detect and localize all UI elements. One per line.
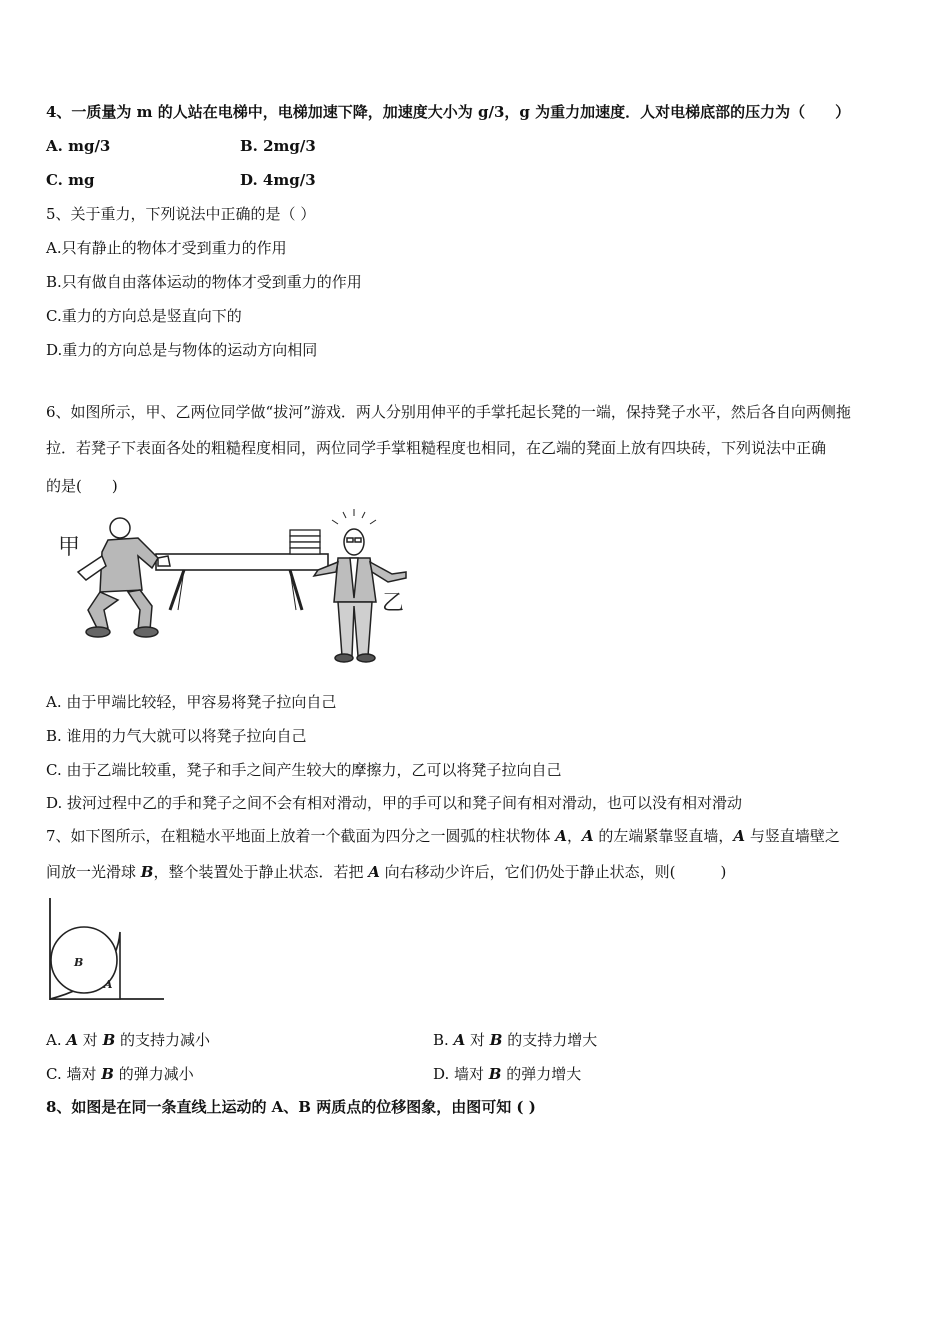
bricks-shape: [290, 530, 320, 554]
q7-option-a: A. A 对 B 的支持力减小: [46, 1031, 211, 1049]
q7-stem-line1: 7、如下图所示，在粗糙水平地面上放着一个截面为四分之一圆弧的柱状物体 A，A 的左端紧靠竖直墙，A 与竖直墙壁之: [46, 827, 840, 845]
q8-stem: 8、如图是在同一条直线上运动的 A、B 两质点的位移图象，由图可知 ( ): [46, 1098, 536, 1116]
surprise-lines-shape: [332, 509, 376, 524]
q6-option-c: C. 由于乙端比较重，凳子和手之间产生较大的摩擦力，乙可以将凳子拉向自己: [46, 761, 562, 779]
tug-of-war-figure: [46, 506, 426, 676]
q4-option-c: C. mg: [46, 171, 95, 189]
q6-option-a: A. 由于甲端比较轻，甲容易将凳子拉向自己: [46, 693, 337, 711]
fig-label-b: B: [74, 956, 84, 969]
person-jia-shape: [78, 518, 170, 637]
bench-top-shape: [156, 554, 328, 570]
q5-option-a: A.只有静止的物体才受到重力的作用: [46, 239, 287, 257]
q4-option-d: D. 4mg/3: [240, 171, 316, 189]
q4-option-a: A. mg/3: [46, 137, 111, 155]
q7-option-b: B. A 对 B 的支持力增大: [433, 1031, 598, 1049]
q6-stem-line2: 拉．若凳子下表面各处的粗糙程度相同，两位同学手掌粗糙程度也相同，在乙端的凳面上放有四块砖，下列说法中正确: [46, 439, 827, 457]
q4-option-b: B. 2mg/3: [240, 137, 316, 155]
q5-option-d: D.重力的方向总是与物体的运动方向相同: [46, 341, 318, 359]
fig-label-a: A: [104, 978, 113, 991]
fig-label-yi: 乙: [382, 591, 405, 616]
q6-stem-line1: 6、如图所示，甲、乙两位同学做“拔河”游戏．两人分别用伸平的手掌托起长凳的一端，保持凳子水平，然后各自向两侧拖: [46, 403, 851, 421]
q4-stem: 4、一质量为 m 的人站在电梯中，电梯加速下降，加速度大小为 g/3，g 为重力加速度．人对电梯底部的压力为（ ）: [46, 103, 851, 121]
ball-and-arc-figure: [46, 896, 168, 1004]
q7-stem-line2: 间放一光滑球 B，整个装置处于静止状态．若把 A 向右移动少许后，它们仍处于静止状态，则( ): [46, 863, 727, 881]
fig-label-jia: 甲: [58, 535, 81, 560]
q5-stem: 5、关于重力，下列说法中正确的是（ ）: [46, 205, 316, 223]
q5-option-b: B.只有做自由落体运动的物体才受到重力的作用: [46, 273, 362, 291]
q7-option-d: D. 墙对 B 的弹力增大: [433, 1065, 582, 1083]
q6-stem-line3: 的是( ): [46, 477, 118, 495]
q5-option-c: C.重力的方向总是竖直向下的: [46, 307, 242, 325]
q6-option-b: B. 谁用的力气大就可以将凳子拉向自己: [46, 727, 307, 745]
q7-option-c: C. 墙对 B 的弹力减小: [46, 1065, 194, 1083]
q6-option-d: D. 拔河过程中乙的手和凳子之间不会有相对滑动，甲的手可以和凳子间有相对滑动，也可以没有相对滑动: [46, 794, 743, 812]
